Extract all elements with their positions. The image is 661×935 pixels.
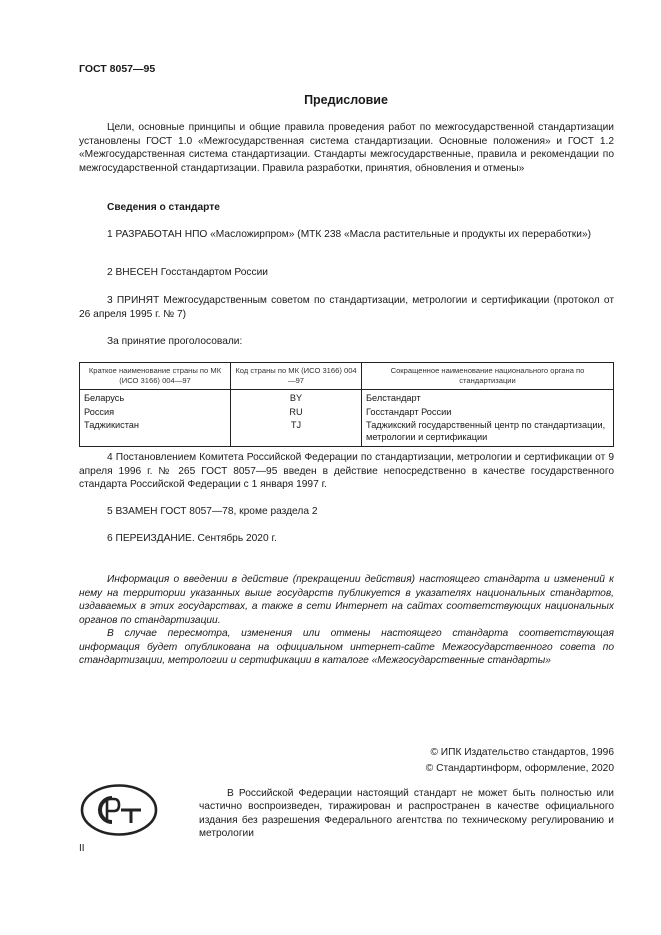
notice-paragraph-1: Информация о введении в действие (прекращении действия) настоящего стандарта и изменений к нему на территории указанных выше государств публикуется в указателях национальных стандартов, издаваемых в этих государствах, а также в сети Интернет на сайтах соответствующих национальных органов по стандартизации. <box>79 574 614 626</box>
rst-certification-logo-icon <box>79 783 159 842</box>
table-cell-country: Россия <box>80 406 231 420</box>
table-cell-body: Госстандарт России <box>362 406 614 420</box>
item-submitted: 2 ВНЕСЕН Госстандартом России <box>107 267 268 278</box>
table-cell-country: Таджикистан <box>80 419 231 447</box>
page-title: Предисловие <box>304 93 388 107</box>
item-enacted: 4 Постановлением Комитета Российской Федерации по стандартизации, метрологии и сертификации от 9 апреля 1996 г. № 265 ГОСТ 8057—95 введен в действие непосредственно в качестве государственного стандарта Российской Федерации с 1 января 1997 г. <box>79 452 614 491</box>
table-header-body: Сокращенное наименование национального органа по стандартизации <box>362 363 614 390</box>
voting-table <box>79 362 614 447</box>
voted-label: За принятие проголосовали: <box>107 336 243 347</box>
page-number: II <box>79 843 85 854</box>
table-row <box>80 390 614 406</box>
table-cell-code: BY <box>231 390 362 406</box>
document-code: ГОСТ 8057—95 <box>79 63 156 75</box>
table-cell-body: Белстандарт <box>362 390 614 406</box>
item-adopted: 3 ПРИНЯТ Межгосударственным советом по стандартизации, метрологии и сертификации (протокол от 26 апреля 1995 г. № 7) <box>79 295 614 320</box>
info-heading: Сведения о стандарте <box>107 202 220 213</box>
item-developed: 1 РАЗРАБОТАН НПО «Масложирпром» (МТК 238 «Масла растительные и продукты их переработки») <box>107 229 592 240</box>
item-replaces: 5 ВЗАМЕН ГОСТ 8057—78, кроме раздела 2 <box>107 506 318 517</box>
intro-paragraph: Цели, основные принципы и общие правила проведения работ по межгосударственной стандартизации установлены ГОСТ 1.0 «Межгосударственная система стандартизации. Основные положения» и ГОСТ 1.2 «Межгосударственная система стандартизации. Стандарты межгосударственные, правила и рекомендации по межгосударственной стандартизации. Правила разработки, принятия, обновления и отмены» <box>79 122 614 174</box>
table-header-row <box>80 363 614 390</box>
table-row <box>80 406 614 420</box>
copyright-line-1: © ИПК Издательство стандартов, 1996 <box>430 747 614 758</box>
table-cell-code: RU <box>231 406 362 420</box>
table-header-country: Краткое наименование страны по МК (ИСО 3166) 004—97 <box>80 363 231 390</box>
legal-notice: В Российской Федерации настоящий стандарт не может быть полностью или частично воспроизведен, тиражирован и распространен в качестве официального издания без разрешения Федерального агентства по техническому регулированию и метрологии <box>199 788 614 840</box>
table-cell-body: Таджикский государственный центр по стандартизации, метрологии и сертификации <box>362 419 614 447</box>
notice-paragraph-2: В случае пересмотра, изменения или отмены настоящего стандарта соответствующая информация будет опубликована на официальном интернет-сайте Межгосударственного совета по стандартизации, метрологии и сертификации в каталоге «Межгосударственные стандарты» <box>79 628 614 667</box>
item-reissue: 6 ПЕРЕИЗДАНИЕ. Сентябрь 2020 г. <box>107 533 277 544</box>
table-row <box>80 419 614 447</box>
table-cell-code: TJ <box>231 419 362 447</box>
copyright-line-2: © Стандартинформ, оформление, 2020 <box>425 763 614 774</box>
table-cell-country: Беларусь <box>80 390 231 406</box>
table-header-code: Код страны по МК (ИСО 3166) 004—97 <box>231 363 362 390</box>
